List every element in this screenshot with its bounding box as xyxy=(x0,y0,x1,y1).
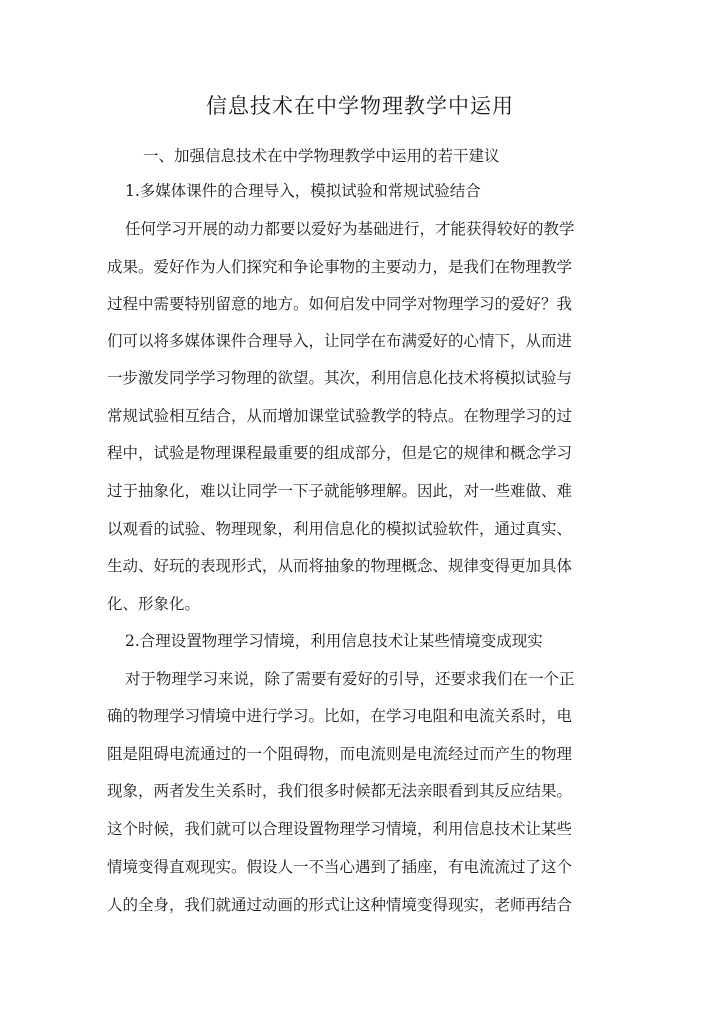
paragraph-line: 以观看的试验、物理现象，利用信息化的模拟试验软件，通过真实、 xyxy=(107,520,573,538)
paragraph-line: 过于抽象化，难以让同学一下子就能够理解。因此，对一些难做、难 xyxy=(107,482,573,500)
paragraph-line: 们可以将多媒体课件合理导入，让同学在布满爱好的心情下，从而进 xyxy=(107,332,573,350)
paragraph-line: 情境变得直观现实。假设人一不当心遇到了插座，有电流流过了这个 xyxy=(107,858,573,876)
paragraph-line: 生动、好玩的表现形式，从而将抽象的物理概念、规律变得更加具体 xyxy=(107,557,573,575)
paragraph-line: 对于物理学习来说，除了需要有爱好的引导，还要求我们在一个正 xyxy=(125,670,575,688)
paragraph-line: 程中，试验是物理课程最重要的组成部分，但是它的规律和概念学习 xyxy=(107,444,573,462)
paragraph-line: 确的物理学习情境中进行学习。比如，在学习电阻和电流关系时，电 xyxy=(107,707,573,725)
paragraph-line: 一步激发同学学习物理的欲望。其次，利用信息化技术将模拟试验与 xyxy=(107,369,573,387)
paragraph-line: 现象，两者发生关系时，我们很多时候都无法亲眼看到其反应结果。 xyxy=(107,782,573,800)
paragraph-line: 任何学习开展的动力都要以爱好为基础进行，才能获得较好的教学 xyxy=(125,220,575,238)
paragraph-line: 常规试验相互结合，从而增加课堂试验教学的特点。在物理学习的过 xyxy=(107,407,573,425)
document-title: 信息技术在中学物理教学中运用 xyxy=(206,94,514,118)
subsection-heading: 1.多媒体课件的合理导入，模拟试验和常规试验结合 xyxy=(125,182,481,200)
paragraph-line: 这个时候，我们就可以合理设置物理学习情境，利用信息技术让某些 xyxy=(107,820,573,838)
paragraph-line: 过程中需要特别留意的地方。如何启发中同学对物理学习的爱好？我 xyxy=(107,295,573,313)
paragraph-line: 阻是阻碍电流通过的一个阻碍物，而电流则是电流经过而产生的物理 xyxy=(107,745,573,763)
section-heading: 一、加强信息技术在中学物理教学中运用的若干建议 xyxy=(143,147,500,165)
paragraph-line: 化、形象化。 xyxy=(107,595,201,613)
paragraph-line: 成果。爱好作为人们探究和争论事物的主要动力，是我们在物理教学 xyxy=(107,258,573,276)
paragraph-line: 人的全身，我们就通过动画的形式让这种情境变得现实，老师再结合 xyxy=(107,896,573,914)
subsection-heading: 2.合理设置物理学习情境，利用信息技术让某些情境变成现实 xyxy=(125,632,543,650)
